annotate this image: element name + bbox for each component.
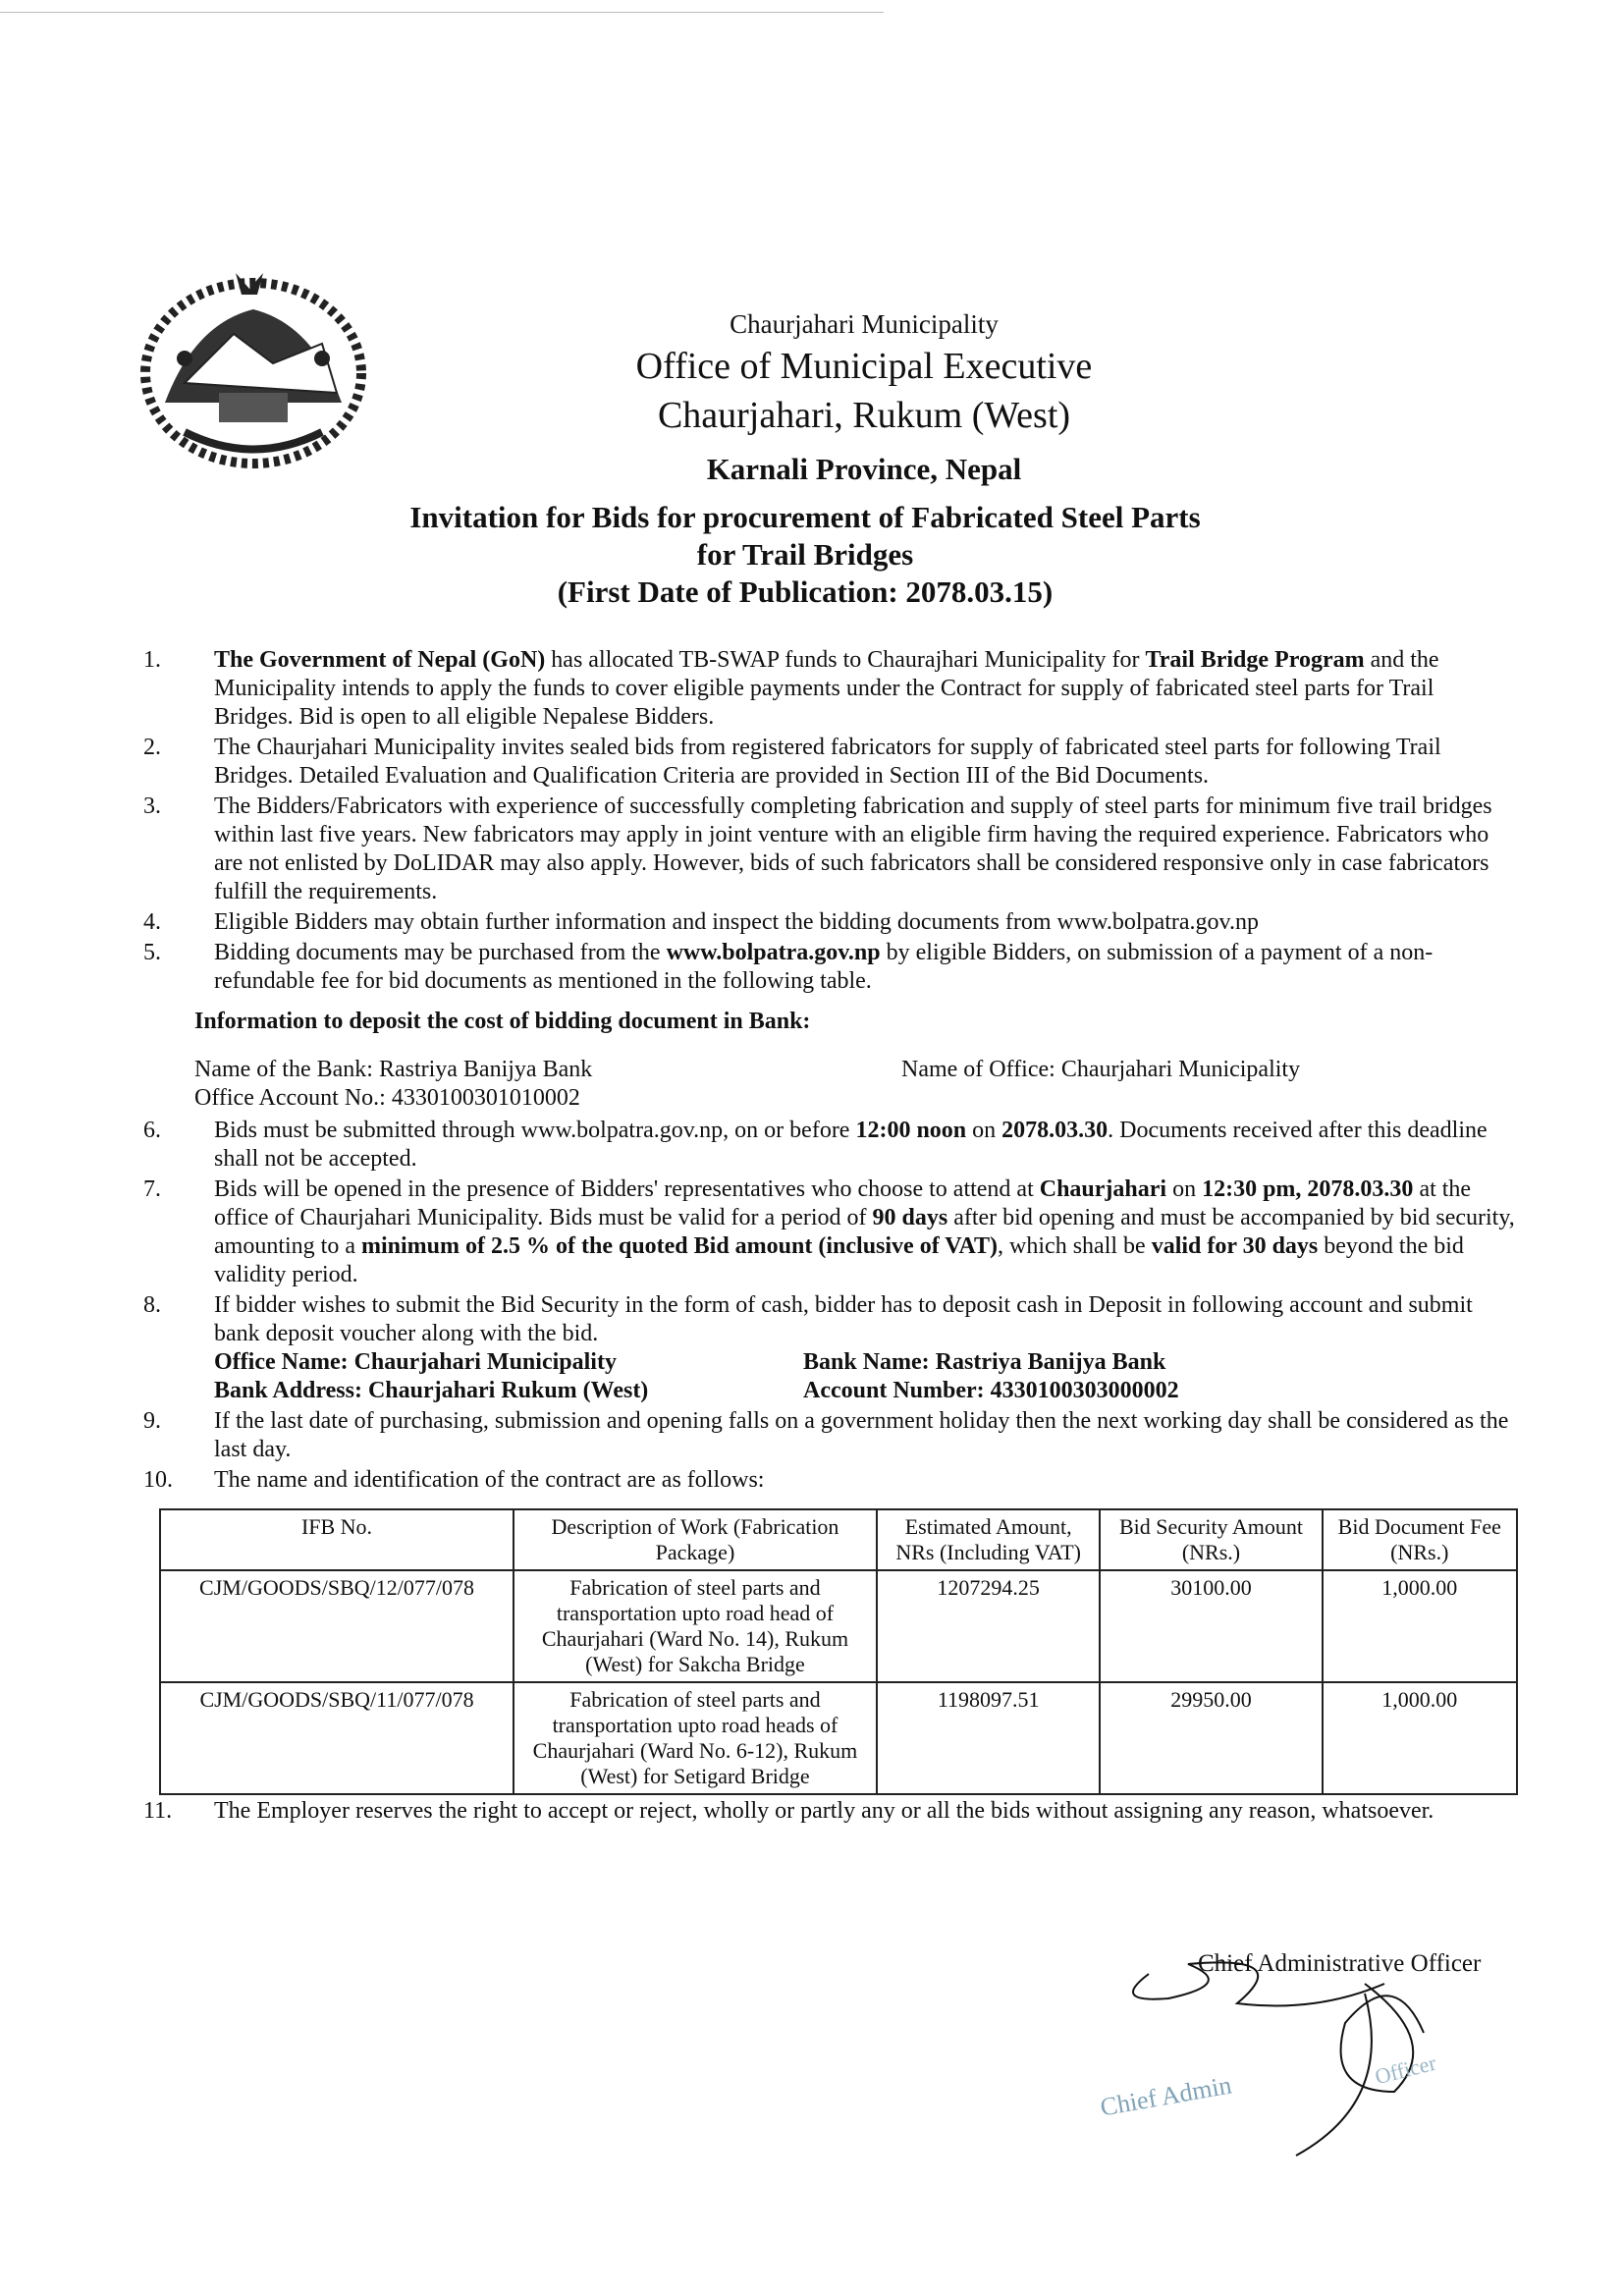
office-location: Chaurjahari, Rukum (West): [657, 395, 1071, 436]
clause-bold: www.bolpatra.gov.np: [666, 940, 881, 965]
deposit-row-1: [214, 1348, 1518, 1377]
clause-number: 1.: [143, 647, 161, 673]
clause-text: on: [966, 1118, 1002, 1143]
clause-number: 8.: [143, 1292, 161, 1318]
clause-1: [124, 646, 1518, 732]
title-line-1: Invitation for Bids for procurement of Fabricated Steel Parts: [409, 500, 1201, 534]
clause-text: The Chaurjahari Municipality invites sealed bids from registered fabricators for supply of fabricated steel parts for following Trail Bridges. Detailed Evaluation and Qualification Criteria are provided in Section III of the Bid Documents.: [214, 735, 1441, 789]
office-name: Office of Municipal Executive: [635, 346, 1093, 387]
cell-ifb-no: CJM/GOODS/SBQ/11/077/078: [160, 1682, 514, 1794]
clause-text: beyond the bid validity period.: [214, 1233, 1464, 1287]
clause-5: [124, 939, 1518, 996]
clause-bold: Trail Bridge Program: [1145, 647, 1365, 673]
clause-text: Bids will be opened in the presence of Bidders' representatives who choose to attend at: [214, 1176, 1040, 1202]
clause-text: . Documents received after this deadline shall not be accepted.: [214, 1118, 1488, 1172]
clause-10: [124, 1466, 1518, 1495]
bank-name: Name of the Bank: Rastriya Banijya Bank: [194, 1057, 593, 1082]
deposit-account-number: Account Number: 4330100303000002: [803, 1378, 1179, 1403]
bank-info-heading: Information to deposit the cost of bidding document in Bank:: [194, 1009, 811, 1034]
table-row: [160, 1570, 1517, 1682]
title-line-2: for Trail Bridges: [696, 537, 914, 572]
cell-description: Fabrication of steel parts and transportation upto road heads of Chaurjahari (Ward No. 6-12), Rukum (West) for Setigard Bridge: [514, 1682, 877, 1794]
clause-3: [124, 793, 1518, 906]
notice-title: [295, 499, 1316, 611]
province-name: Karnali Province, Nepal: [706, 452, 1022, 486]
clause-bold: The Government of Nepal (GoN): [214, 647, 546, 673]
clause-number: 4.: [143, 909, 161, 935]
clause-bold: 2078.03.30: [1001, 1118, 1109, 1143]
official-stamp-2: Officer: [1372, 2050, 1439, 2090]
clause-text: , which shall be: [998, 1233, 1152, 1259]
deposit-office-name: Office Name: Chaurjahari Municipality: [214, 1349, 617, 1375]
clause-text: after bid opening and must be accompanied by bid security, amounting to a: [214, 1205, 1515, 1259]
office-account-number: Office Account No.: 4330100301010002: [194, 1085, 580, 1111]
letterhead: [373, 306, 1355, 491]
cell-bid-security: 29950.00: [1100, 1682, 1322, 1794]
bank-info-block: [124, 1008, 1518, 1113]
clause-bold: 90 days: [872, 1205, 948, 1230]
clause-2: [124, 734, 1518, 791]
clause-number: 11.: [143, 1798, 173, 1824]
clause-text: on: [1166, 1176, 1203, 1202]
clause-text: Bids must be submitted through www.bolpatra.gov.np, on or before: [214, 1118, 856, 1143]
clause-number: 7.: [143, 1176, 161, 1202]
clause-text: Eligible Bidders may obtain further information and inspect the bidding documents from www.bolpatra.gov.np: [214, 909, 1259, 935]
clause-9: [124, 1407, 1518, 1464]
clause-text: Bidding documents may be purchased from the: [214, 940, 667, 965]
notice-body: [124, 646, 1518, 1828]
header-estimated-amount: Estimated Amount, NRs (Including VAT): [877, 1509, 1100, 1570]
clause-number: 10.: [143, 1467, 173, 1493]
cell-description: Fabrication of steel parts and transportation upto road head of Chaurjahari (Ward No. 14), Rukum (West) for Sakcha Bridge: [514, 1570, 877, 1682]
clause-text: by eligible Bidders, on submission of a payment of a non-refundable fee for bid documents as mentioned in the following table.: [214, 940, 1434, 994]
nepal-emblem-icon: [126, 265, 381, 476]
deposit-bank-address: Bank Address: Chaurjahari Rukum (West): [214, 1378, 649, 1403]
clause-bold: 12:00 noon: [855, 1118, 967, 1143]
header-document-fee: Bid Document Fee (NRs.): [1323, 1509, 1517, 1570]
clause-text: has allocated TB-SWAP funds to Chaurajhari Municipality for: [545, 647, 1146, 673]
clause-number: 3.: [143, 793, 161, 819]
clause-bold: valid for 30 days: [1151, 1233, 1319, 1259]
table-header-row: [160, 1509, 1517, 1570]
clause-text: at the office of Chaurjahari Municipality. Bids must be valid for a period of: [214, 1176, 1472, 1230]
bank-info-row: [194, 1056, 1518, 1084]
clause-11: [124, 1797, 1518, 1826]
clause-bold: minimum of 2.5 % of the quoted Bid amount (inclusive of VAT): [360, 1233, 999, 1259]
clause-text: The name and identification of the contract are as follows:: [214, 1467, 765, 1493]
header-ifb-no: IFB No.: [160, 1509, 514, 1570]
clause-text: The Employer reserves the right to accept or reject, wholly or partly any or all the bids without assigning any reason, whatsoever.: [214, 1798, 1434, 1824]
clause-text: If bidder wishes to submit the Bid Security in the form of cash, bidder has to deposit cash in Deposit in following account and submit bank deposit voucher along with the bid.: [214, 1292, 1473, 1346]
clause-number: 6.: [143, 1118, 161, 1143]
table-row: [160, 1682, 1517, 1794]
publication-date: (First Date of Publication: 2078.03.15): [557, 574, 1054, 609]
clause-bold: 12:30 pm, 2078.03.30: [1202, 1176, 1414, 1202]
cell-ifb-no: CJM/GOODS/SBQ/12/077/078: [160, 1570, 514, 1682]
contract-table: [159, 1508, 1518, 1795]
cell-document-fee: 1,000.00: [1323, 1570, 1517, 1682]
municipality-name: Chaurjahari Municipality: [730, 309, 999, 339]
cell-document-fee: 1,000.00: [1323, 1682, 1517, 1794]
clause-7: [124, 1175, 1518, 1289]
clause-number: 9.: [143, 1408, 161, 1434]
office-name-bank: Name of Office: Chaurjahari Municipality: [901, 1057, 1301, 1082]
clause-4: [124, 908, 1518, 937]
clause-number: 2.: [143, 735, 161, 760]
deposit-bank-name: Bank Name: Rastriya Banijya Bank: [803, 1349, 1166, 1375]
clause-bold: Chaurjahari: [1039, 1176, 1167, 1202]
clause-text: and the Municipality intends to apply the funds to cover eligible payments under the Contract for supply of fabricated steel parts for Trail Bridges. Bid is open to all eligible Nepalese Bidders.: [214, 647, 1439, 730]
clause-number: 5.: [143, 940, 161, 965]
clause-text: The Bidders/Fabricators with experience of successfully completing fabrication and supply of steel parts for minimum five trail bridges within last five years. New fabricators may apply in joint venture with an eligible firm having the required experience. Fabricators who are not enlisted by DoLIDAR may also apply. However, bids of such fabricators shall be considered responsive only in case fabricators fulfill the requirements.: [214, 793, 1492, 904]
clause-8: [124, 1291, 1518, 1405]
signature-icon: [1070, 1944, 1512, 2160]
clause-text: If the last date of purchasing, submission and opening falls on a government holiday then the next working day shall be considered as the last day.: [214, 1408, 1509, 1462]
official-stamp: Chief Admin: [1098, 2070, 1234, 2122]
cell-estimated-amount: 1207294.25: [877, 1570, 1100, 1682]
clause-6: [124, 1117, 1518, 1174]
signatory-title: Chief Administrative Officer: [1198, 1950, 1482, 1977]
header-bid-security: Bid Security Amount (NRs.): [1100, 1509, 1322, 1570]
deposit-row-2: [214, 1377, 1518, 1405]
scan-edge-line: [0, 12, 884, 13]
cell-bid-security: 30100.00: [1100, 1570, 1322, 1682]
cell-estimated-amount: 1198097.51: [877, 1682, 1100, 1794]
header-description: Description of Work (Fabrication Package): [514, 1509, 877, 1570]
